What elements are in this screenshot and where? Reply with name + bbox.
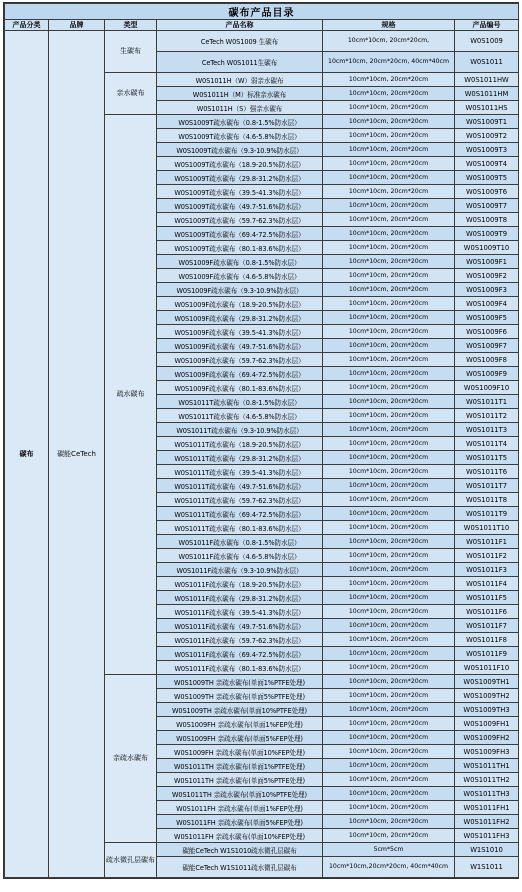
spec-cell: 10cm*10cm, 20cm*20cm <box>323 773 455 787</box>
spec-cell: 10cm*10cm, 20cm*20cm <box>323 661 455 675</box>
product-code-cell: W0S1009F10 <box>455 381 519 395</box>
header-spec: 规格 <box>323 20 455 31</box>
spec-cell: 10cm*10cm, 20cm*20cm <box>323 297 455 311</box>
product-code-cell: W0S1009T10 <box>455 241 519 255</box>
product-name-cell: W0S1011T疏水碳布（69.4-72.5%防水层） <box>157 507 323 521</box>
product-name-cell: W0S1011F疏水碳布（39.5-41.3%防水层） <box>157 605 323 619</box>
product-name-cell: W0S1009F疏水碳布（39.5-41.3%防水层） <box>157 325 323 339</box>
spec-cell: 10cm*10cm, 20cm*20cm <box>323 787 455 801</box>
spec-cell: 10cm*10cm, 20cm*20cm <box>323 325 455 339</box>
product-code-cell: W0S1009F2 <box>455 269 519 283</box>
product-code-cell: W0S1011F3 <box>455 563 519 577</box>
spec-cell: 10cm*10cm, 20cm*20cm <box>323 353 455 367</box>
product-name-cell: W0S1009FH 亲疏水碳布(单面5%FEP处理) <box>157 731 323 745</box>
product-code-cell: W0S1011F7 <box>455 619 519 633</box>
product-code-cell: W0S1009T3 <box>455 143 519 157</box>
product-name-cell: W0S1009FH 亲疏水碳布(单面1%FEP处理) <box>157 717 323 731</box>
product-code-cell: W0S1011FH2 <box>455 815 519 829</box>
product-code-cell: W0S1009T2 <box>455 129 519 143</box>
product-name-cell: W0S1011T疏水碳布（59.7-62.3%防水层） <box>157 493 323 507</box>
spec-cell: 10cm*10cm, 20cm*20cm <box>323 395 455 409</box>
spec-cell: 10cm*10cm, 20cm*20cm <box>323 199 455 213</box>
product-code-cell: W0S1011F5 <box>455 591 519 605</box>
spec-cell: 10cm*10cm, 20cm*20cm <box>323 227 455 241</box>
type-cell: 疏水碳布 <box>105 115 157 675</box>
product-name-cell: W0S1009T疏水碳布（49.7-51.6%防水层） <box>157 199 323 213</box>
product-name-cell: W0S1009F疏水碳布（80.1-83.6%防水层） <box>157 381 323 395</box>
table-row <box>5 31 519 52</box>
product-code-cell: W0S1011T7 <box>455 479 519 493</box>
product-name-cell: W0S1011FH 亲疏水碳布(单面5%FEP处理) <box>157 815 323 829</box>
product-code-cell: W0S1011 <box>455 52 519 73</box>
product-name-cell: W0S1011T疏水碳布（9.3-10.9%防水层） <box>157 423 323 437</box>
spec-cell: 10cm*10cm, 20cm*20cm <box>323 129 455 143</box>
product-name-cell: W0S1009F疏水碳布（59.7-62.3%防水层） <box>157 353 323 367</box>
spec-cell: 10cm*10cm, 20cm*20cm <box>323 563 455 577</box>
product-code-cell: W0S1011HM <box>455 87 519 101</box>
product-name-cell: W0S1011T疏水碳布（39.5-41.3%防水层） <box>157 465 323 479</box>
product-code-cell: W0S1009F4 <box>455 297 519 311</box>
catalog-body <box>5 31 519 878</box>
product-code-cell: W0S1011T4 <box>455 437 519 451</box>
product-name-cell: W0S1011H（M）标准亲水碳布 <box>157 87 323 101</box>
product-name-cell: W0S1009FH 亲疏水碳布(单面10%FEP处理) <box>157 745 323 759</box>
spec-cell: 10cm*10cm, 20cm*20cm <box>323 437 455 451</box>
product-code-cell: W0S1009T8 <box>455 213 519 227</box>
type-cell: 亲水碳布 <box>105 73 157 115</box>
product-name-cell: W0S1009T疏水碳布（4.6-5.8%防水层） <box>157 129 323 143</box>
product-code-cell: W0S1009 <box>455 31 519 52</box>
product-code-cell: W0S1011T10 <box>455 521 519 535</box>
spec-cell: 10cm*10cm, 20cm*20cm <box>323 465 455 479</box>
product-code-cell: W0S1011F2 <box>455 549 519 563</box>
type-cell: 生碳布 <box>105 31 157 73</box>
product-code-cell: W0S1009TH2 <box>455 689 519 703</box>
product-code-cell: W0S1011TH1 <box>455 759 519 773</box>
header-row <box>5 20 519 31</box>
spec-cell: 10cm*10cm, 20cm*20cm <box>323 101 455 115</box>
spec-cell: 10cm*10cm, 20cm*20cm <box>323 87 455 101</box>
product-code-cell: W0S1009T9 <box>455 227 519 241</box>
product-code-cell: W0S1009T6 <box>455 185 519 199</box>
product-code-cell: W0S1011TH3 <box>455 787 519 801</box>
spec-cell: 10cm*10cm, 20cm*20cm <box>323 577 455 591</box>
product-name-cell: W0S1009T疏水碳布（80.1-83.6%防水层） <box>157 241 323 255</box>
product-code-cell: W0S1009F6 <box>455 325 519 339</box>
product-name-cell: W0S1009T疏水碳布（0.8-1.5%防水层） <box>157 115 323 129</box>
spec-cell: 10cm*10cm, 20cm*20cm <box>323 479 455 493</box>
product-name-cell: W0S1009F疏水碳布（49.7-51.6%防水层） <box>157 339 323 353</box>
spec-cell: 10cm*10cm, 20cm*20cm <box>323 241 455 255</box>
product-name-cell: W0S1011T疏水碳布（29.8-31.2%防水层） <box>157 451 323 465</box>
spec-cell: 10cm*10cm, 20cm*20cm <box>323 213 455 227</box>
spec-cell: 10cm*10cm, 20cm*20cm <box>323 745 455 759</box>
header-product-code: 产品编号 <box>455 20 519 31</box>
product-code-cell: W0S1011T6 <box>455 465 519 479</box>
spec-cell: 10cm*10cm, 20cm*20cm <box>323 731 455 745</box>
product-code-cell: W0S1011T3 <box>455 423 519 437</box>
product-code-cell: W0S1011F4 <box>455 577 519 591</box>
product-name-cell: W0S1011H（S）强亲水碳布 <box>157 101 323 115</box>
spec-cell: 10cm*10cm, 20cm*20cm, 40cm*40cm <box>323 52 455 73</box>
header-type: 类型 <box>105 20 157 31</box>
spec-cell: 10cm*10cm,20cm*20cm, 40cm*40cm <box>323 857 455 878</box>
spec-cell: 10cm*10cm, 20cm*20cm <box>323 381 455 395</box>
product-code-cell: W0S1011TH2 <box>455 773 519 787</box>
product-name-cell: W0S1011F疏水碳布（18.9-20.5%防水层） <box>157 577 323 591</box>
product-name-cell: W0S1011F疏水碳布（9.3-10.9%防水层） <box>157 563 323 577</box>
spec-cell: 10cm*10cm, 20cm*20cm <box>323 801 455 815</box>
spec-cell: 10cm*10cm, 20cm*20cm <box>323 311 455 325</box>
product-name-cell: W0S1011T疏水碳布（4.6-5.8%防水层） <box>157 409 323 423</box>
product-code-cell: W0S1011HW <box>455 73 519 87</box>
spec-cell: 10cm*10cm, 20cm*20cm <box>323 255 455 269</box>
product-name-cell: W0S1009TH 亲疏水碳布(单面10%PTFE处理) <box>157 703 323 717</box>
spec-cell: 10cm*10cm, 20cm*20cm <box>323 717 455 731</box>
product-code-cell: W0S1011FH1 <box>455 801 519 815</box>
product-code-cell: W0S1009FH1 <box>455 717 519 731</box>
product-code-cell: W0S1011T2 <box>455 409 519 423</box>
product-name-cell: W0S1009F疏水碳布（0.8-1.5%防水层） <box>157 255 323 269</box>
product-name-cell: W0S1011H（W）弱亲水碳布 <box>157 73 323 87</box>
product-code-cell: W0S1009F8 <box>455 353 519 367</box>
spec-cell: 10cm*10cm, 20cm*20cm <box>323 409 455 423</box>
product-name-cell: W0S1011F疏水碳布（80.1-83.6%防水层） <box>157 661 323 675</box>
spec-cell: 10cm*10cm, 20cm*20cm <box>323 507 455 521</box>
product-name-cell: W0S1011F疏水碳布（49.7-51.6%防水层） <box>157 619 323 633</box>
product-name-cell: W0S1011TH 亲疏水碳布(单面5%PTFE处理) <box>157 773 323 787</box>
product-name-cell: W0S1009TH 亲疏水碳布(单面1%PTFE处理) <box>157 675 323 689</box>
product-catalog-sheet <box>3 2 519 879</box>
spec-cell: 10cm*10cm, 20cm*20cm <box>323 605 455 619</box>
spec-cell: 10cm*10cm, 20cm*20cm <box>323 633 455 647</box>
product-name-cell: W0S1011TH 亲疏水碳布(单面1%PTFE处理) <box>157 759 323 773</box>
spec-cell: 10cm*10cm, 20cm*20cm <box>323 367 455 381</box>
spec-cell: 10cm*10cm, 20cm*20cm <box>323 549 455 563</box>
catalog-title: 碳布产品目录 <box>5 4 519 20</box>
product-name-cell: W0S1011F疏水碳布（59.7-62.3%防水层） <box>157 633 323 647</box>
product-code-cell: W0S1011T1 <box>455 395 519 409</box>
product-name-cell: W0S1009F疏水碳布（18.9-20.5%防水层） <box>157 297 323 311</box>
spec-cell: 10cm*10cm, 20cm*20cm <box>323 115 455 129</box>
product-code-cell: W0S1009F7 <box>455 339 519 353</box>
product-name-cell: W0S1011T疏水碳布（18.9-20.5%防水层） <box>157 437 323 451</box>
product-code-cell: W0S1011F8 <box>455 633 519 647</box>
product-name-cell: W0S1011TH 亲疏水碳布(单面10%PTFE处理) <box>157 787 323 801</box>
product-name-cell: W0S1009T疏水碳布（39.5-41.3%防水层） <box>157 185 323 199</box>
product-code-cell: W0S1009TH3 <box>455 703 519 717</box>
product-code-cell: W0S1009F9 <box>455 367 519 381</box>
product-code-cell: W0S1011F1 <box>455 535 519 549</box>
product-name-cell: W0S1011F疏水碳布（69.4-72.5%防水层） <box>157 647 323 661</box>
product-name-cell: W0S1011FH 亲疏水碳布(单面1%FEP处理) <box>157 801 323 815</box>
product-code-cell: W0S1009T7 <box>455 199 519 213</box>
product-name-cell: W0S1011F疏水碳布（4.6-5.8%防水层） <box>157 549 323 563</box>
product-code-cell: W0S1011F10 <box>455 661 519 675</box>
spec-cell: 10cm*10cm, 20cm*20cm <box>323 535 455 549</box>
product-name-cell: W0S1011T疏水碳布（80.1-83.6%防水层） <box>157 521 323 535</box>
product-name-cell: W0S1011T疏水碳布（49.7-51.6%防水层） <box>157 479 323 493</box>
product-code-cell: W1S1011 <box>455 857 519 878</box>
spec-cell: 10cm*10cm, 20cm*20cm <box>323 521 455 535</box>
spec-cell: 10cm*10cm, 20cm*20cm <box>323 647 455 661</box>
spec-cell: 10cm*10cm, 20cm*20cm <box>323 703 455 717</box>
product-code-cell: W0S1011F6 <box>455 605 519 619</box>
product-code-cell: W0S1009F5 <box>455 311 519 325</box>
header-category: 产品分类 <box>5 20 49 31</box>
header-brand: 品牌 <box>49 20 105 31</box>
product-name-cell: W0S1009F疏水碳布（29.8-31.2%防水层） <box>157 311 323 325</box>
product-code-cell: W0S1009T5 <box>455 171 519 185</box>
product-name-cell: W0S1009F疏水碳布（69.4-72.5%防水层） <box>157 367 323 381</box>
product-code-cell: W0S1009T1 <box>455 115 519 129</box>
product-name-cell: W0S1009T疏水碳布（69.4-72.5%防水层） <box>157 227 323 241</box>
product-name-cell: 碳能CeTech W1S1010疏水微孔层碳布 <box>157 843 323 857</box>
spec-cell: 10cm*10cm, 20cm*20cm <box>323 185 455 199</box>
spec-cell: 10cm*10cm, 20cm*20cm <box>323 269 455 283</box>
product-name-cell: W0S1011FH 亲疏水碳布(单面10%FEP处理) <box>157 829 323 843</box>
product-name-cell: W0S1009TH 亲疏水碳布(单面5%PTFE处理) <box>157 689 323 703</box>
product-name-cell: W0S1011T疏水碳布（0.8-1.5%防水层） <box>157 395 323 409</box>
product-code-cell: W0S1009T4 <box>455 157 519 171</box>
product-code-cell: W0S1011FH3 <box>455 829 519 843</box>
product-code-cell: W0S1011T8 <box>455 493 519 507</box>
spec-cell: 10cm*10cm, 20cm*20cm <box>323 157 455 171</box>
spec-cell: 10cm*10cm, 20cm*20cm <box>323 339 455 353</box>
product-code-cell: W0S1011F9 <box>455 647 519 661</box>
product-name-cell: W0S1009F疏水碳布（9.3-10.9%防水层） <box>157 283 323 297</box>
brand-cell: 碳能CeTech <box>49 31 105 878</box>
product-code-cell: W0S1011T5 <box>455 451 519 465</box>
type-cell: 亲疏水碳布 <box>105 675 157 843</box>
product-name-cell: W0S1009F疏水碳布（4.6-5.8%防水层） <box>157 269 323 283</box>
spec-cell: 10cm*10cm, 20cm*20cm <box>323 591 455 605</box>
product-code-cell: W0S1009FH2 <box>455 731 519 745</box>
product-code-cell: W1S1010 <box>455 843 519 857</box>
spec-cell: 10cm*10cm, 20cm*20cm <box>323 619 455 633</box>
product-name-cell: W0S1011F疏水碳布（0.8-1.5%防水层） <box>157 535 323 549</box>
product-code-cell: W0S1011HS <box>455 101 519 115</box>
spec-cell: 10cm*10cm, 20cm*20cm <box>323 451 455 465</box>
product-name-cell: CeTech W0S1009 生碳布 <box>157 31 323 52</box>
catalog-table <box>4 3 519 878</box>
spec-cell: 10cm*10cm, 20cm*20cm <box>323 829 455 843</box>
spec-cell: 10cm*10cm, 20cm*20cm <box>323 143 455 157</box>
product-name-cell: W0S1009T疏水碳布（59.7-62.3%防水层） <box>157 213 323 227</box>
product-name-cell: 碳能CeTech W1S1011疏水微孔层碳布 <box>157 857 323 878</box>
spec-cell: 5cm*5cm <box>323 843 455 857</box>
product-code-cell: W0S1009TH1 <box>455 675 519 689</box>
spec-cell: 10cm*10cm, 20cm*20cm <box>323 689 455 703</box>
category-cell: 碳布 <box>5 31 49 878</box>
product-code-cell: W0S1011T9 <box>455 507 519 521</box>
product-name-cell: W0S1011F疏水碳布（29.8-31.2%防水层） <box>157 591 323 605</box>
product-name-cell: W0S1009T疏水碳布（18.9-20.5%防水层） <box>157 157 323 171</box>
spec-cell: 10cm*10cm, 20cm*20cm <box>323 759 455 773</box>
spec-cell: 10cm*10cm, 20cm*20cm <box>323 815 455 829</box>
product-code-cell: W0S1009F3 <box>455 283 519 297</box>
spec-cell: 10cm*10cm, 20cm*20cm <box>323 675 455 689</box>
spec-cell: 10cm*10cm, 20cm*20cm <box>323 283 455 297</box>
spec-cell: 10cm*10cm, 20cm*20cm, <box>323 31 455 52</box>
product-name-cell: CeTech W0S1011生碳布 <box>157 52 323 73</box>
product-code-cell: W0S1009F1 <box>455 255 519 269</box>
spec-cell: 10cm*10cm, 20cm*20cm <box>323 73 455 87</box>
product-name-cell: W0S1009T疏水碳布（9.3-10.9%防水层） <box>157 143 323 157</box>
product-name-cell: W0S1009T疏水碳布（29.8-31.2%防水层） <box>157 171 323 185</box>
spec-cell: 10cm*10cm, 20cm*20cm <box>323 171 455 185</box>
spec-cell: 10cm*10cm, 20cm*20cm <box>323 493 455 507</box>
spec-cell: 10cm*10cm, 20cm*20cm <box>323 423 455 437</box>
type-cell: 疏水微孔层碳布 <box>105 843 157 878</box>
product-code-cell: W0S1009FH3 <box>455 745 519 759</box>
header-product-name: 产品名称 <box>157 20 323 31</box>
